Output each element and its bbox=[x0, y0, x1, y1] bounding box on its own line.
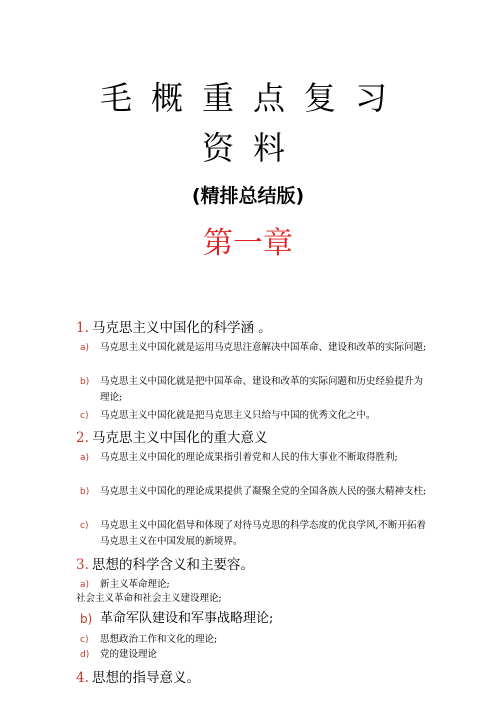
item-text: 党的建设理论 bbox=[100, 649, 158, 660]
list-item bbox=[80, 340, 430, 356]
list-item bbox=[80, 647, 430, 663]
section-number: 2. bbox=[76, 430, 89, 446]
section-heading-4 bbox=[76, 669, 200, 687]
list-item bbox=[80, 450, 430, 466]
document-subtitle: (精排总结版) bbox=[191, 185, 305, 207]
chapter-heading: 第一章 bbox=[203, 226, 293, 261]
item-text: 马克思主义中国化就是把马克思主义只给与中国的优秀文化之中。 bbox=[100, 410, 376, 421]
section-title: 思想的指导意义。 bbox=[92, 670, 200, 686]
item-label: c) bbox=[80, 521, 89, 531]
section-heading-1 bbox=[76, 319, 272, 337]
document-title-line-2: 资料 bbox=[201, 129, 304, 167]
section-heading-3 bbox=[76, 556, 254, 574]
section-number: 4. bbox=[76, 670, 89, 686]
item-text: 马克思主义中国化的理论成果提供了凝聚全党的全国各族人民的强大精神支柱; bbox=[100, 486, 427, 497]
section-title: 思想的科学含义和主要容。 bbox=[92, 557, 254, 573]
list-item bbox=[80, 408, 430, 424]
item-text: 马克思主义中国化的理论成果指引着党和人民的伟大事业不断取得胜利; bbox=[100, 452, 398, 463]
document-title-line-1: 毛概重点复习 bbox=[99, 79, 406, 117]
section-title: 马克思主义中国化的重大意义 bbox=[92, 430, 268, 446]
item-label: c) bbox=[80, 411, 89, 421]
item-label: d) bbox=[80, 650, 90, 660]
item-label: b) bbox=[80, 487, 90, 497]
section-title: 马克思主义中国化的科学涵 。 bbox=[92, 320, 272, 336]
list-item bbox=[80, 484, 430, 500]
list-item bbox=[80, 632, 430, 648]
item-label: a) bbox=[80, 580, 90, 590]
list-item bbox=[80, 374, 430, 406]
plain-paragraph: 社会主义革命和社会主义建设理论; bbox=[76, 593, 222, 604]
item-label: a) bbox=[80, 453, 90, 463]
section-number: 3. bbox=[76, 557, 89, 573]
section-heading-2 bbox=[76, 429, 268, 447]
item-label: b) bbox=[80, 612, 93, 626]
item-label: c) bbox=[80, 635, 89, 645]
item-text: 马克思主义中国化就是运用马克思注意解决中国革命、建设和改革的实际问题; bbox=[100, 342, 427, 353]
item-text: 马克思主义中国化就是把中国革命、建设和改革的实际问题和历史经验提升为理论; bbox=[100, 376, 424, 403]
list-item bbox=[80, 610, 430, 628]
item-text: 思想政治工作和文化的理论; bbox=[100, 634, 218, 645]
list-item bbox=[80, 518, 430, 550]
section-number: 1. bbox=[76, 320, 89, 336]
item-label: b) bbox=[80, 377, 90, 387]
item-text: 马克思主义中国化倡导和体现了对待马克思的科学态度的优良学风,不断开拓着马克思主义在中国发展的新境界。 bbox=[100, 520, 427, 547]
item-text: 革命军队建设和军事战略理论; bbox=[100, 611, 274, 626]
item-label: a) bbox=[80, 343, 90, 353]
item-text: 新主义革命理论; bbox=[100, 579, 170, 590]
